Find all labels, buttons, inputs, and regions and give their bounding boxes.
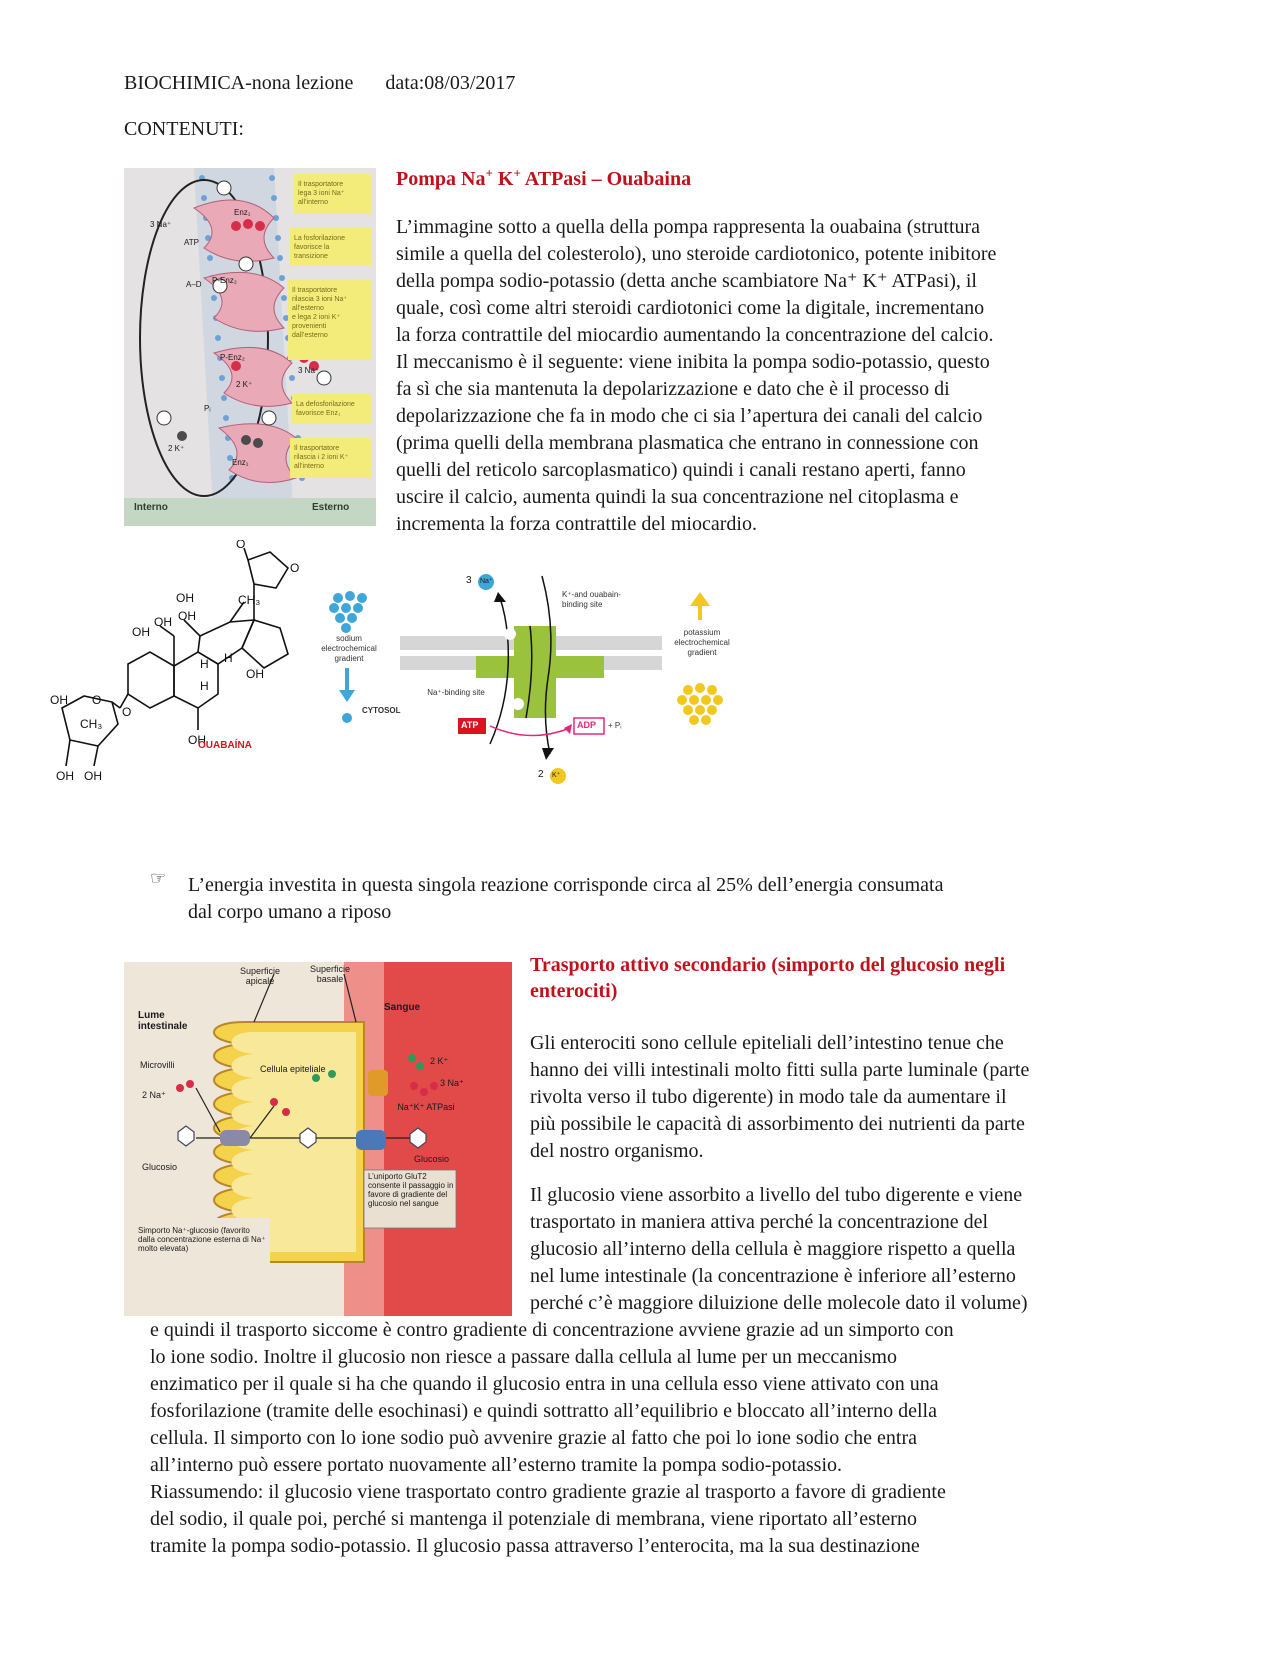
sodium-gradient-label: sodium electrochemical gradient <box>321 634 377 663</box>
atp-label: ATP <box>184 238 199 247</box>
atom-o1: O <box>236 540 246 551</box>
pi-label: Pᵢ <box>204 404 211 413</box>
atom-o4: O <box>92 693 102 707</box>
adp-label: A–D <box>186 280 202 289</box>
pump-label: Na⁺K⁺ ATPasi <box>397 1102 455 1112</box>
pi-label: + Pᵢ <box>608 721 622 730</box>
svg-text:Il trasportatore: Il trasportatore <box>298 181 344 188</box>
enterocyte-glucose-transport-figure <box>124 962 512 1316</box>
potassium-gradient-indicator <box>668 592 748 728</box>
k-count: 2 <box>538 769 544 780</box>
glucose-label: Glucosio <box>142 1162 178 1172</box>
course-title: BIOCHIMICA-nona lezione <box>124 72 354 94</box>
atom-h3: H <box>200 679 209 693</box>
esterno-label: Esterno <box>312 502 350 513</box>
atom-oh2: OH <box>154 615 172 629</box>
na3-label: 3 Na⁺ <box>150 220 172 229</box>
pump-exchange-diagram <box>360 568 672 792</box>
svg-text:rilascia i 2 ioni K⁺: rilascia i 2 ioni K⁺ <box>294 454 349 461</box>
na-binding-site-label: Na⁺-binding site <box>427 688 485 697</box>
na-ion-label: Na⁺ <box>480 578 493 585</box>
basal-label: Superficie basale <box>309 964 351 984</box>
section2-title: Trasporto attivo secondario (simporto del glucosio negli enterociti) <box>530 954 1006 1002</box>
atom-h2: H <box>200 657 209 671</box>
na2-label: 2 Na⁺ <box>142 1090 166 1100</box>
adp-label: ADP <box>577 720 597 730</box>
penz2b-label: P-Enz₂ <box>220 353 245 362</box>
ouabain-structure-figure <box>50 540 310 800</box>
svg-text:all’interno: all’interno <box>294 463 324 470</box>
k-binding-site-label: K⁺-and ouabain-binding site <box>562 590 621 609</box>
k2-label: 2 K⁺ <box>168 444 185 453</box>
potassium-gradient-label: potassium electrochemical gradient <box>674 628 730 657</box>
atom-oh7: OH <box>50 693 68 707</box>
epithelial-cell-label: Cellula epiteliale <box>260 1064 326 1074</box>
k2-label: 2 K⁺ <box>430 1056 449 1066</box>
svg-text:provenienti: provenienti <box>292 323 327 330</box>
microvilli-label: Microvilli <box>140 1060 175 1070</box>
atom-ch3b: CH₃ <box>80 717 103 731</box>
svg-text:Il trasportatore: Il trasportatore <box>294 445 340 452</box>
enz1b-label: Enz₁ <box>232 458 249 467</box>
atom-oh9: OH <box>84 769 102 783</box>
svg-text:favorisce Enz₁: favorisce Enz₁ <box>296 410 341 417</box>
glucose-blood-label: Glucosio <box>414 1154 450 1164</box>
svg-text:La defosforilazione: La defosforilazione <box>296 401 355 408</box>
lesson-date: data:08/03/2017 <box>385 72 516 94</box>
atom-h1: H <box>224 651 233 665</box>
apical-label: Superficie apicale <box>239 966 281 986</box>
svg-text:La fosforilazione: La fosforilazione <box>294 235 345 242</box>
svg-text:all’interno: all’interno <box>298 199 328 206</box>
section2-paragraph2-wide: e quindi il trasporto siccome è contro gradiente di concentrazione avviene grazie ad un simporto con lo ione sodio. Inoltre il glucosio non riesce a passare dalla cellula al lume per un meccanismo enzimatico per il quale si ha che quando il glucosio entra in una cellula esso viene attivato con una fosforilazione (tramite delle esochinasi) e quindi sottratto all’equilibrio e bloccato all’interno della cellula. Il simporto con lo ione sodio può avvenire grazie al fatto che poi lo ione sodio che entra all’interno può essere portato nuovamente all’esterno tramite la pompa sodio-potassio. Riassumendo: il glucosio viene trasportato contro gradiente grazie al trasporto a favore di gradiente del sodio, il quale poi, perché si mantenga il potenziale di membrana, viene riportato all’esterno tramite la pompa sodio-potassio. Il glucosio passa attraverso l’enterocita, ma la sua destinazione <box>150 1319 954 1557</box>
atom-ch3a: CH₃ <box>238 593 261 607</box>
svg-text:favorisce la: favorisce la <box>294 244 330 251</box>
section1-title: Pompa Na+ K+ ATPasi – Ouabaina <box>396 165 692 190</box>
svg-text:lega 3 ioni Na⁺: lega 3 ioni Na⁺ <box>298 190 345 197</box>
section1-paragraph: L’immagine sotto a quella della pompa rappresenta la ouabaina (struttura simile a quella del colesterolo), uno steroide cardiotonico, potente inibitore della pompa sodio-potassio (detta anche scambiatore Na⁺ K⁺ ATPasi), il quale, così come altri steroidi cardiotonici come la digitale, incrementano la forza contrattile del miocardio aumentando la concentrazione del calcio. Il meccanismo è il seguente: viene inibita la pompa sodio-potassio, questo fa sì che sia mantenuta la depolarizzazione e dato che è il processo di depolarizzazione che fa in modo che ci sia l’apertura dei canali del calcio (prima quelli della membrana plasmatica che entrano in connessione con quelli del reticolo sarcoplasmatico) quindi i canali restano aperti, fanno uscire il calcio, aumenta quindi la sua concentrazione nel citoplasma e incrementa la forza contrattile del miocardio. <box>396 216 997 535</box>
cytosol-label: CYTOSOL <box>362 706 401 715</box>
blood-label: Sangue <box>384 1002 421 1013</box>
contents-heading: CONTENUTI: <box>124 118 244 140</box>
ouabain-name: OUABAÍNA <box>198 740 252 751</box>
svg-text:all’esterno: all’esterno <box>292 305 324 312</box>
atom-o2: O <box>290 561 300 575</box>
atom-oh1: OH <box>178 609 196 623</box>
penz2-label: P-Enz₂ <box>212 276 237 285</box>
atom-oh4: OH <box>176 591 194 605</box>
header-line <box>124 72 515 95</box>
pointing-hand-icon: ☞ <box>150 868 167 889</box>
atom-oh6: OH <box>188 733 206 747</box>
enz1-label: Enz₁ <box>234 208 251 217</box>
k-ion-label: K⁺ <box>552 772 561 779</box>
svg-text:e lega 2 ioni K⁺: e lega 2 ioni K⁺ <box>292 314 341 321</box>
k2b-label: 2 K⁺ <box>236 380 253 389</box>
section2-paragraph2-narrow: Il glucosio viene assorbito a livello del tubo digerente e viene trasportato in maniera attiva perché la concentrazione del glucosio all’interno della cellula è maggiore rispetto a quella nel lume intestinale (la concentrazione è inferiore all’esterno perché c’è maggiore diluizione delle molecole dato il volume) <box>530 1184 1028 1314</box>
glut2-uniport-label: L’uniporto GluT2 consente il passaggio in favore di gradiente del glucosio nel sangue <box>368 1172 454 1208</box>
svg-text:transizione: transizione <box>294 253 328 260</box>
atom-oh5: OH <box>246 667 264 681</box>
atp-label: ATP <box>461 720 479 730</box>
na3b-label: 3 Na⁺ <box>298 366 320 375</box>
interno-label: Interno <box>134 502 168 513</box>
atom-oh3: OH <box>132 625 150 639</box>
section2-paragraph1: Gli enterociti sono cellule epiteliali dell’intestino tenue che hanno dei villi intestinali molto fitti sulla parte luminale (parte rivolta verso il tubo digerente) in modo tale da aumentare il più possibile le capacità di assorbimento dei nutrienti da parte del nostro organismo. <box>530 1032 1030 1162</box>
svg-text:dall’esterno: dall’esterno <box>292 332 328 339</box>
svg-text:rilascia 3 ioni Na⁺: rilascia 3 ioni Na⁺ <box>292 296 348 303</box>
atom-o3: O <box>122 705 132 719</box>
sodium-potassium-pump-cycle-figure <box>124 168 376 526</box>
lumen-label: Lume intestinale <box>138 1010 188 1032</box>
energy-bullet: L’energia investita in questa singola reazione corrisponde circa al 25% dell’energia consumata dal corpo umano a riposo <box>188 874 944 923</box>
svg-text:Il trasportatore: Il trasportatore <box>292 287 338 294</box>
atom-oh8: OH <box>56 769 74 783</box>
na3-label: 3 Na⁺ <box>440 1078 464 1088</box>
na-count: 3 <box>466 575 472 586</box>
na-glucose-symport-label: Simporto Na⁺-glucosio (favorito dalla concentrazione esterna di Na⁺ molto elevata) <box>138 1226 266 1253</box>
